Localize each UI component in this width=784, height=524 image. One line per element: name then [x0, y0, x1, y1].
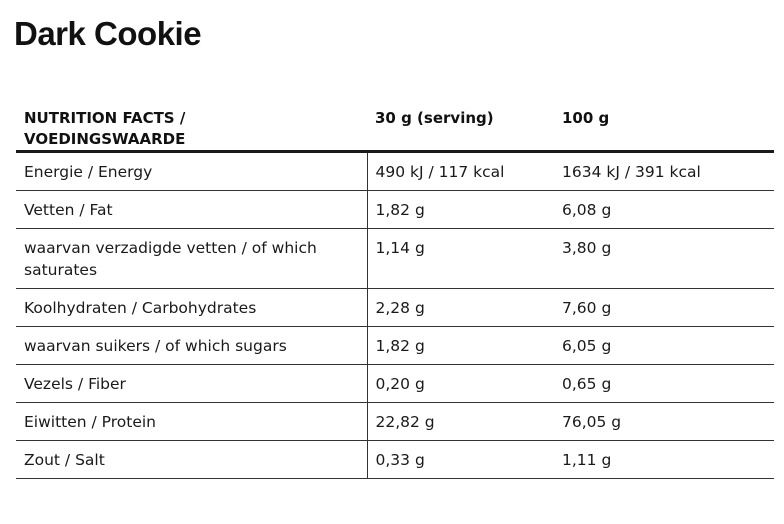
serving-value: 1,82 g [367, 191, 554, 229]
nutrient-label: Eiwitten / Protein [16, 403, 367, 441]
nutrient-label: waarvan verzadigde vetten / of which saturates [16, 229, 367, 289]
serving-value: 22,82 g [367, 403, 554, 441]
table-row [16, 327, 774, 365]
table-row [16, 229, 774, 289]
table-header-row [16, 100, 774, 152]
table-row [16, 191, 774, 229]
table-row [16, 152, 774, 191]
per100-value: 1,11 g [554, 441, 774, 479]
nutrient-label: Energie / Energy [16, 152, 367, 191]
header-per-100g: 100 g [554, 100, 774, 152]
serving-value: 490 kJ / 117 kcal [367, 152, 554, 191]
serving-value: 1,82 g [367, 327, 554, 365]
serving-value: 2,28 g [367, 289, 554, 327]
nutrient-label: Vetten / Fat [16, 191, 367, 229]
per100-value: 6,08 g [554, 191, 774, 229]
serving-value: 1,14 g [367, 229, 554, 289]
table-row [16, 403, 774, 441]
per100-value: 0,65 g [554, 365, 774, 403]
product-title: Dark Cookie [14, 15, 202, 52]
header-nutrition-facts-line2: VOEDINGSWAARDE [24, 130, 186, 148]
nutrient-label: Koolhydraten / Carbohydrates [16, 289, 367, 327]
header-nutrition-facts [16, 100, 367, 152]
nutrient-label: Zout / Salt [16, 441, 367, 479]
header-nutrition-facts-line1: NUTRITION FACTS / [24, 109, 186, 127]
per100-value: 76,05 g [554, 403, 774, 441]
per100-value: 7,60 g [554, 289, 774, 327]
nutrient-label: Vezels / Fiber [16, 365, 367, 403]
serving-value: 0,20 g [367, 365, 554, 403]
table-row [16, 365, 774, 403]
table-row [16, 289, 774, 327]
header-serving: 30 g (serving) [367, 100, 554, 152]
serving-value: 0,33 g [367, 441, 554, 479]
per100-value: 6,05 g [554, 327, 774, 365]
nutrient-label: waarvan suikers / of which sugars [16, 327, 367, 365]
per100-value: 3,80 g [554, 229, 774, 289]
per100-value: 1634 kJ / 391 kcal [554, 152, 774, 191]
table-row [16, 441, 774, 479]
nutrition-table [16, 100, 774, 479]
